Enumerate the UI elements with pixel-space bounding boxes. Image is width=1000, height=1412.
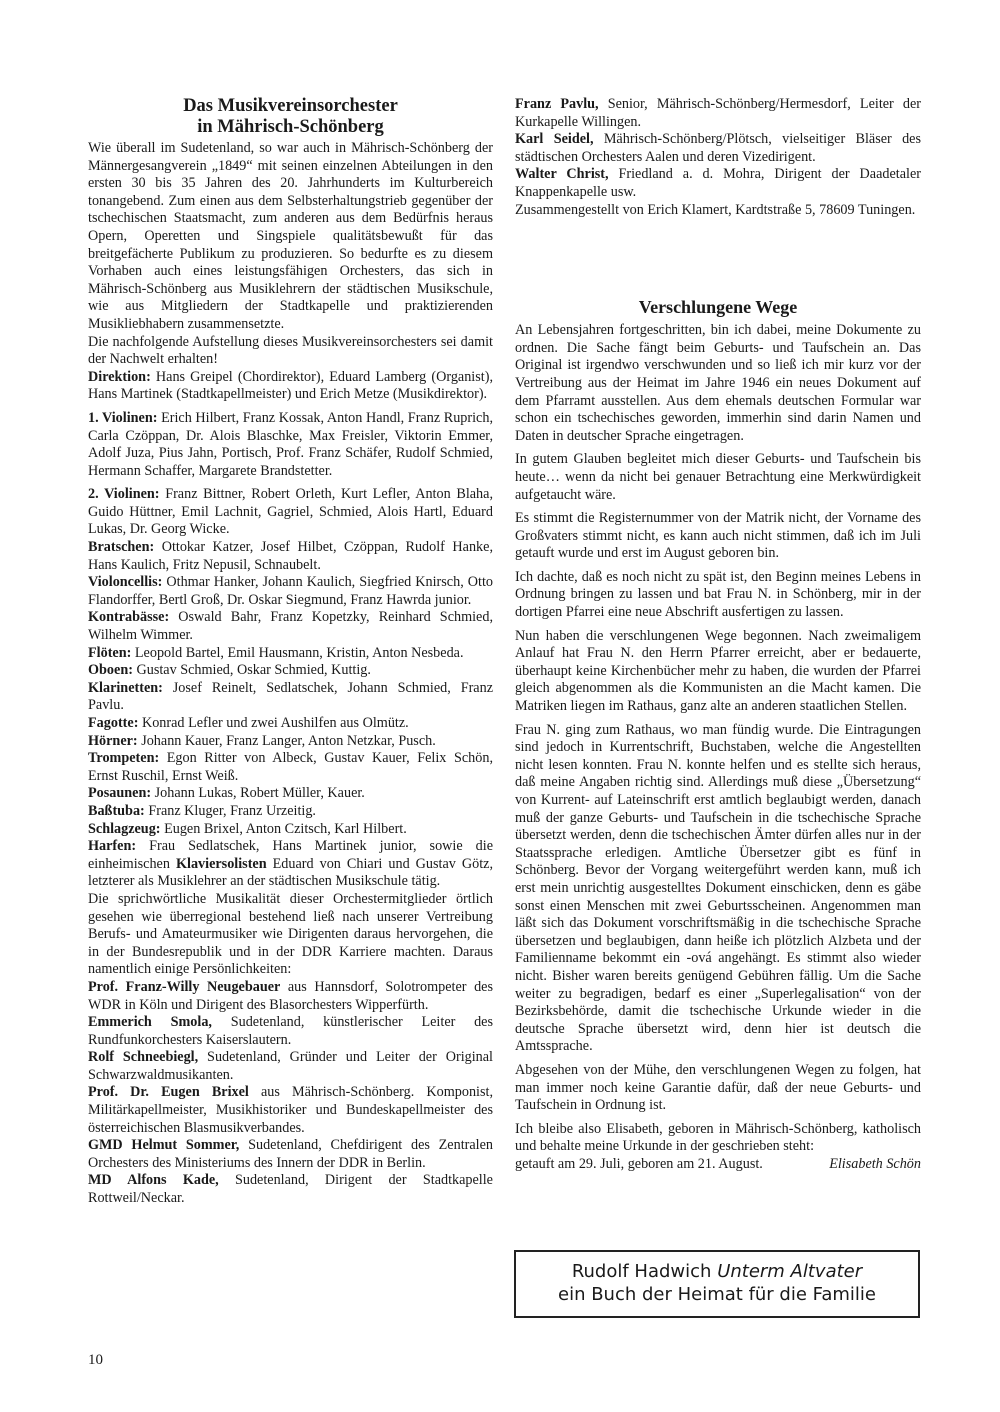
section-bratschen — [88, 539, 493, 574]
section-oboen — [88, 662, 493, 680]
section-label: Bratschen: — [88, 539, 155, 556]
person-text: Sudetenland, Gründer und Leiter der Original Schwarzwaldmusikanten. — [88, 1049, 494, 1083]
article-title-orchester — [88, 96, 493, 138]
person-text: aus Hannsdorf, Solotrompeter des WDR in Köln und Dirigent des Blasorchesters Wipperfürth. — [88, 978, 493, 1013]
closing-paragraph: Ich bleibe also Elisabeth, geboren in Mährisch-Schönberg, katholisch und behalte meine Urkunde in der geschrieben steht: — [515, 1120, 921, 1155]
left-column — [88, 96, 493, 1208]
section-label: Schlagzeug: — [88, 820, 161, 837]
person-entry — [515, 131, 921, 166]
section-violinen-1 — [88, 410, 493, 480]
section-label: Flöten: — [88, 644, 132, 661]
person-text: Senior, Mährisch-Schönberg/Hermesdorf, Leiter der Kurkapelle Willingen. — [515, 96, 921, 130]
section-label: Harfen: — [88, 838, 137, 855]
ad-subtitle: ein Buch der Heimat für die Familie — [558, 1284, 876, 1305]
section-posaunen — [88, 785, 493, 803]
person-name: Prof. Franz-Willy Neugebauer — [88, 978, 281, 995]
author-signature: Elisabeth Schön — [829, 1155, 921, 1172]
section-label: 1. Violinen: — [88, 409, 158, 426]
person-name: Karl Seidel, — [515, 131, 594, 148]
person-name: MD Alfons Kade, — [88, 1172, 219, 1189]
intro-paragraph-2: Die nachfolgende Aufstellung dieses Musikvereinsorchesters sei damit der Nachwelt erhalten! — [88, 333, 493, 368]
person-entry — [515, 96, 921, 131]
person-name: Walter Christ, — [515, 166, 609, 183]
section-label: 2. Violinen: — [88, 486, 160, 503]
section-label: Kontrabässe: — [88, 609, 170, 626]
person-name: Emmerich Smola, — [88, 1014, 212, 1031]
section-violoncellis — [88, 574, 493, 609]
section-label: Oboen: — [88, 662, 133, 679]
title-line-2: in Mährisch-Schönberg — [197, 117, 384, 137]
section-text: Franz Kluger, Franz Urzeitig. — [144, 802, 316, 819]
person-entry — [88, 1049, 493, 1084]
section-floeten — [88, 645, 493, 663]
paragraph: An Lebensjahren fortgeschritten, bin ich dabei, meine Dokumente zu ordnen. Die Sache fängt beim Geburts- und Taufschein an. Das Original ist irgendwo verschwunden und so ließ ich mir kurz vor der Vertreibung aus der Heimat im Jahre 1946 ein neues Dokument auf dem Pfarramt ausstellen. Aus dem ehemals deutschen Formular war schon ein tschechisches geworden, immerhin sind darin Namen und Daten in deutscher Sprache eingetragen. — [515, 322, 921, 444]
section-text: Josef Reinelt, Sedlatschek, Johann Schmied, Franz Pavlu. — [88, 679, 493, 714]
ad-book-title: Unterm Altvater — [717, 1261, 863, 1282]
section-hoerner — [88, 733, 493, 751]
section-schlagzeug — [88, 821, 493, 839]
paragraph: Frau N. ging zum Rathaus, wo man fündig wurde. Die Eintragungen sind jedoch in Kurrentschrift, Buchstaben, welche die Angestellten nicht lesen konnten. Frau N. konnte helfen und es stellte sich heraus, daß meine Angaben richtig sind. Allerdings muß diese „Übersetzung“ von Kurrent- auf Lateinschrift erst amtlich beglaubigt werden, danach muß der ganze Geburts- und Taufschein in die tschechische Sprache übersetzt werden, denn die tschechischen Ämter dürfen alles nur in der Staatssprache erledigen. Amtliche Übersetzer gibt es fünf in Schönberg. Bevor der Vorgang weitergeführt werden kann, muß ich erst mein unrichtig ausgestelltes Dokument einschicken, denn es gäbe sonst einen Menschen mit zwei Geburtsscheinen. Angenommen man läßt sich das Dokument vorschriftsmäßig in die tschechische Sprache übersetzen und beglaubigen, dann heiße ich plötzlich Alzbeta und der Familienname bekommt ein -ová angehängt. Es stimmt also wieder nicht. Bisher waren bereits genügend Gebühren fällig. Um die Sache weiter zu begradigen, bedarf es einer „Superlegalisation“ von der Bezirksbehörde, damit die tschechische Urkunde wieder in die deutsche Sprache übersetzt wird, denn hier ist deutsch die Amtssprache. — [515, 721, 921, 1055]
section-label: Baßtuba: — [88, 802, 145, 819]
section-label: Hörner: — [88, 732, 138, 749]
section-label: Klarinetten: — [88, 679, 163, 696]
paragraph: Nun haben die verschlungenen Wege begonnen. Nach zweimaligem Anlauf hat Frau N. den Herrn Pfarrer erreicht, aber er bedauerte, überhaupt keine Kirchenbücher mehr zu haben, die wurden der Pfarrei gleich abgenommen als die Kommunisten an die Macht kamen. Die Matriken liegen im Rathaus, ganz alte an anderen staatlichen Stellen. — [515, 627, 921, 715]
section-text: Erich Hilbert, Franz Kossak, Anton Handl, Franz Ruprich, Carla Czöppan, Dr. Alois Blaschke, Max Freisler, Viktorin Emmer, Adolf Juza, Pius Jahn, Portisch, Prof. Franz Schäfer, Rudolf Schmied, Hermann Schaffer, Margarete Brandstetter. — [88, 409, 493, 479]
person-name: Rolf Schneebiegl, — [88, 1049, 199, 1066]
outro-paragraph: Die sprichwörtliche Musikalität dieser Orchestermitglieder örtlich gesehen wie überregional bestehend ließ nach unserer Vertreibung Berufs- und Amateurmusiker wie Dirigenten daraus hervorgehen, die in der Bundesrepublik und in der DDR Karriere machten. Daraus namentlich einige Persönlichkeiten: — [88, 890, 493, 978]
ad-author: Rudolf Hadwich — [571, 1261, 712, 1282]
section-text: Othmar Hanker, Johann Kaulich, Siegfried Knirsch, Otto Flandorffer, Bertl Groß, Dr. Oskar Siegmund, Franz Hawrda junior. — [88, 574, 493, 608]
section-klarinetten — [88, 680, 493, 715]
paragraph: Ich dachte, daß es noch nicht zu spät ist, den Beginn meines Lebens in Ordnung bringen zu lassen und bat Frau N. in Schönberg, mir in der dortigen Pfarrei eine neue Abschrift ausfertigen zu lassen. — [515, 568, 921, 621]
person-name: Franz Pavlu, — [515, 96, 599, 112]
section-text: Frau Sedlatschek, Hans Martinek junior, sowie die einheimischen — [88, 838, 493, 872]
paragraph: In gutem Glauben begleitet mich dieser Geburts- und Taufschein bis heute… wenn da nicht bei genauer Betrachtung eine Merkwürdigkeit aufgetaucht wäre. — [515, 451, 921, 503]
signature-line — [515, 1156, 921, 1174]
closing-line: getauft am 29. Juli, geboren am 21. August. — [515, 1155, 763, 1172]
section-text: Hans Greipel (Chordirektor), Eduard Lamberg (Organist), Hans Martinek (Stadtkapellmeister) und Erich Metze (Musikdirektor). — [88, 368, 493, 403]
book-advertisement — [514, 1250, 920, 1318]
section-label: Violoncellis: — [88, 574, 163, 591]
person-text: Sudetenland, Chefdirigent des Zentralen Orchesters des Ministeriums des Innern der DDR in Berlin. — [88, 1137, 493, 1171]
section-violinen-2 — [88, 486, 493, 539]
person-text: aus Mährisch-Schönberg. Komponist, Militärkapellmeister, Musikhistoriker und Bundeskapellmeister des österreichischen Blasmusikverbandes. — [88, 1084, 494, 1136]
section-label-klaviersolisten: Klaviersolisten — [175, 855, 267, 872]
section-text: Oswald Bahr, Franz Kopetzky, Reinhard Schmied, Wilhelm Wimmer. — [88, 609, 493, 644]
compiled-by: Zusammengestellt von Erich Klamert, Kardtstraße 5, 78609 Tuningen. — [515, 201, 916, 218]
section-label: Fagotte: — [88, 715, 139, 731]
person-entry — [88, 1014, 493, 1049]
section-text: Ottokar Katzer, Josef Hilbet, Czöppan, Rudolf Hanke, Hans Kaulich, Fritz Nepusil, Schnaubelt. — [88, 539, 493, 573]
section-text: Eugen Brixel, Anton Czitsch, Karl Hilbert. — [160, 820, 407, 837]
section-text: Egon Ritter von Albeck, Gustav Kauer, Felix Schön, Ernst Ruschil, Ernst Weiß. — [88, 750, 493, 784]
person-entry — [88, 1172, 493, 1207]
person-entry — [88, 979, 493, 1014]
section-label: Direktion: — [88, 368, 151, 385]
person-text: Mährisch-Schönberg/Plötsch, vielseitiger Bläser des städtischen Orchesters Aalen und deren Vizedirigent. — [515, 131, 921, 165]
person-text: Friedland a. d. Mohra, Dirigent der Daadetaler Knappenkapelle usw. — [515, 166, 921, 200]
section-direktion — [88, 369, 493, 404]
person-text: Sudetenland, Dirigent der Stadtkapelle Rottweil/Neckar. — [88, 1172, 493, 1207]
section-kontrabaesse — [88, 609, 493, 644]
section-text: Konrad Lefler und zwei Aushilfen aus Olmütz. — [138, 715, 409, 731]
section-trompeten — [88, 750, 493, 785]
right-column — [515, 96, 921, 1173]
person-name: Prof. Dr. Eugen Brixel — [88, 1084, 249, 1101]
title-line-1: Das Musikvereinsorchester — [183, 96, 398, 116]
section-text: Johann Kauer, Franz Langer, Anton Netzkar, Pusch. — [137, 732, 436, 749]
person-entry — [88, 1084, 493, 1137]
section-label: Trompeten: — [88, 750, 160, 767]
section-text: Franz Bittner, Robert Orleth, Kurt Lefler, Anton Blaha, Guido Hüttner, Emil Lachnit, Gagriel, Schmied, Alois Hartl, Eduard Lukas, Dr. Georg Wicke. — [88, 486, 493, 538]
section-label: Posaunen: — [88, 785, 152, 802]
section-harfen — [88, 838, 493, 891]
article-title-verschlungene-wege: Verschlungene Wege — [638, 297, 798, 318]
section-text: Johann Lukas, Robert Müller, Kauer. — [151, 785, 365, 802]
section-text: Leopold Bartel, Emil Hausmann, Kristin, Anton Nesbeda. — [131, 644, 464, 661]
person-entry — [515, 166, 921, 201]
person-text: Sudetenland, künstlerischer Leiter des Rundfunkorchesters Kaiserslautern. — [88, 1014, 494, 1048]
intro-paragraph: Wie überall im Sudetenland, so war auch in Mährisch-Schönberg der Männergesangverein „1849“ mit seinen einzelnen Abteilungen in den ersten 30 bis 35 Jahren des 20. Jahrhunderts im Kulturbereich tonangebend. Zum einen aus dem Selbsterhaltungstrieb gegenüber der tschechischen Staatsmacht, zum anderen aus dem Bedürfnis heraus Opern, Operetten und Singspiele qualitätsbewußt für das breitgefächerte Publikum zu produzieren. So bedurfte es zu diesem Vorhaben auch eines leistungsfähigen Orchesters, das sich in Mährisch-Schönberg aus Musiklehrern der städtischen Musikschule, wie aus Mitgliedern der Stadtkapelle und praktizierenden Musikliebhabern zusammensetzte. — [88, 140, 493, 332]
paragraph: Es stimmt die Registernummer von der Matrik nicht, der Vorname des Großvaters stimmt nicht, es kann auch nicht stimmen, daß ich im Juli getauft wurde und erst im August geboren bin. — [515, 510, 921, 562]
section-fagotte — [88, 715, 493, 733]
page-number: 10 — [88, 1352, 103, 1368]
section-text: Gustav Schmied, Oskar Schmied, Kuttig. — [132, 662, 371, 679]
person-entry — [88, 1137, 493, 1172]
person-name: GMD Helmut Sommer, — [88, 1137, 240, 1154]
section-text: Eduard von Chiari und Gustav Götz, letzterer als Musiklehrer an der städtischen Musikschule tätig. — [88, 855, 494, 890]
section-basstuba — [88, 803, 493, 821]
paragraph: Abgesehen von der Mühe, den verschlungenen Wegen zu folgen, hat man immer noch keine Garantie dafür, daß der neue Geburts- und Taufschein in Ordnung ist. — [515, 1061, 921, 1114]
